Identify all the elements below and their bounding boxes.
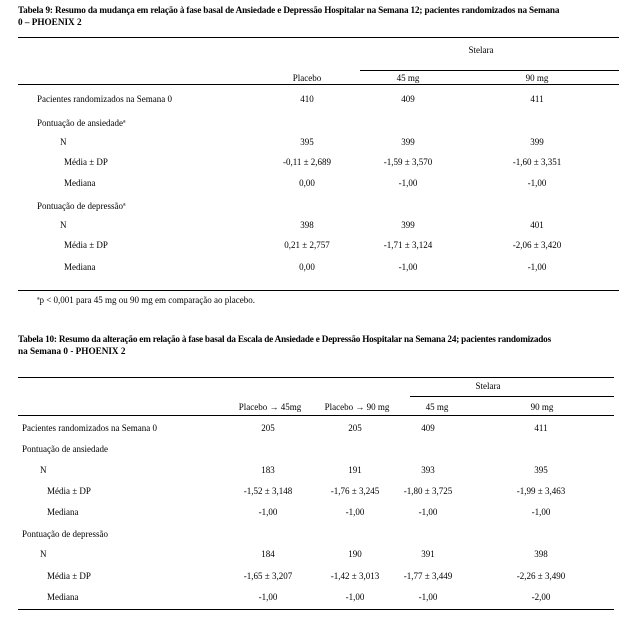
table-cell: 0,00 bbox=[299, 178, 315, 188]
table-cell: -1,00 bbox=[418, 507, 438, 517]
row-label: Mediana bbox=[47, 507, 79, 517]
table-cell: -1,80 ± 3,725 bbox=[403, 486, 453, 496]
table10-group-rule bbox=[410, 396, 614, 397]
table9-col-90mg: 90 mg bbox=[525, 73, 549, 83]
table10-col-placebo-90: Placebo → 90 mg bbox=[324, 402, 390, 412]
table9-top-rule bbox=[18, 37, 619, 38]
table-cell: 411 bbox=[534, 423, 548, 433]
row-label: Pacientes randomizados na Semana 0 bbox=[37, 94, 172, 104]
table-cell: 409 bbox=[401, 94, 415, 104]
table-cell: 391 bbox=[421, 549, 435, 559]
table-cell: -2,00 bbox=[531, 592, 551, 602]
table9-caption-line2: 0 – PHOENIX 2 bbox=[18, 17, 82, 27]
table-cell: -1,00 bbox=[527, 262, 547, 272]
row-label: Pontuação de depressãoª bbox=[37, 201, 126, 211]
table9-caption-line1: Tabela 9: Resumo da mudança em relação à fase basal de Ansiedade e Depressão Hospitalar na Semana 12; pacientes randomizados na Semana bbox=[18, 5, 560, 15]
table-cell: 393 bbox=[421, 465, 435, 475]
table-cell: 398 bbox=[300, 220, 314, 230]
table-cell: 399 bbox=[401, 137, 415, 147]
row-label: Pontuação de depressão bbox=[22, 529, 108, 539]
table-cell: -2,06 ± 3,420 bbox=[512, 240, 562, 250]
table-cell: 395 bbox=[534, 465, 548, 475]
table-cell: -1,00 bbox=[398, 262, 418, 272]
table-cell: -1,42 ± 3,013 bbox=[330, 571, 380, 581]
row-label: N bbox=[60, 220, 67, 230]
row-label: N bbox=[60, 137, 67, 147]
table10-col-45mg: 45 mg bbox=[425, 402, 449, 412]
table-cell: -1,65 ± 3,207 bbox=[243, 571, 293, 581]
row-label: N bbox=[40, 549, 47, 559]
row-label: Mediana bbox=[47, 592, 79, 602]
table9-bottom-rule bbox=[18, 290, 619, 291]
table10-top-rule bbox=[18, 377, 614, 378]
table9-group-rule bbox=[360, 70, 619, 71]
table-cell: 184 bbox=[261, 549, 275, 559]
table-cell: 398 bbox=[534, 549, 548, 559]
table-cell: -1,59 ± 3,570 bbox=[383, 157, 433, 167]
table10-caption-line1: Tabela 10: Resumo da alteração em relação à fase basal da Escala de Ansiedade e Depressão Hospitalar na Semana 24; pacientes randomizados bbox=[18, 334, 551, 344]
table-cell: -2,26 ± 3,490 bbox=[516, 571, 566, 581]
table-cell: 191 bbox=[348, 465, 362, 475]
table10-group-header: Stelara bbox=[475, 381, 501, 391]
row-label: Média ± DP bbox=[47, 571, 91, 581]
row-label: Média ± DP bbox=[64, 240, 108, 250]
table-cell: -1,52 ± 3,148 bbox=[243, 486, 293, 496]
table9-header-rule bbox=[18, 84, 619, 85]
table9-caption bbox=[18, 4, 623, 28]
table-cell: -1,00 bbox=[258, 592, 278, 602]
table10-col-placebo-45: Placebo → 45mg bbox=[238, 402, 302, 412]
table-cell: -1,99 ± 3,463 bbox=[516, 486, 566, 496]
table-cell: 0,21 ± 2,757 bbox=[284, 240, 330, 250]
table9-col-45mg: 45 mg bbox=[396, 73, 420, 83]
table-cell: -1,71 ± 3,124 bbox=[383, 240, 433, 250]
table-cell: 411 bbox=[530, 94, 544, 104]
table-cell: -1,76 ± 3,245 bbox=[330, 486, 380, 496]
table-cell: -1,00 bbox=[418, 592, 438, 602]
table-cell: 183 bbox=[261, 465, 275, 475]
table10-header-rule bbox=[18, 415, 614, 416]
table9-group-header: Stelara bbox=[468, 45, 494, 55]
table-cell: 399 bbox=[401, 220, 415, 230]
table10-col-90mg: 90 mg bbox=[530, 402, 554, 412]
table10-caption-line2: na Semana 0 - PHOENIX 2 bbox=[18, 346, 126, 356]
table-cell: 395 bbox=[300, 137, 314, 147]
table-cell: -0,11 ± 2,689 bbox=[282, 157, 332, 167]
table10-caption bbox=[18, 333, 630, 357]
row-label: Média ± DP bbox=[47, 486, 91, 496]
table-cell: -1,00 bbox=[398, 178, 418, 188]
row-label: Pontuação de ansiedadeª bbox=[37, 118, 126, 128]
table-cell: -1,77 ± 3,449 bbox=[403, 571, 453, 581]
row-label: Média ± DP bbox=[64, 157, 108, 167]
table-cell: 399 bbox=[530, 137, 544, 147]
table10-bottom-rule bbox=[18, 609, 614, 610]
table-cell: 401 bbox=[530, 220, 544, 230]
row-label: Mediana bbox=[64, 262, 96, 272]
table-cell: 0,00 bbox=[299, 262, 315, 272]
table9-col-placebo: Placebo bbox=[292, 73, 322, 83]
table-cell: 409 bbox=[421, 423, 435, 433]
table-cell: -1,00 bbox=[345, 592, 365, 602]
row-label: Mediana bbox=[64, 178, 96, 188]
row-label: Pacientes randomizados na Semana 0 bbox=[22, 423, 157, 433]
table-cell: -1,60 ± 3,351 bbox=[512, 157, 562, 167]
row-label: N bbox=[40, 465, 47, 475]
table-cell: 205 bbox=[261, 423, 275, 433]
table-cell: -1,00 bbox=[527, 178, 547, 188]
table-cell: 205 bbox=[348, 423, 362, 433]
row-label: Pontuação de ansiedade bbox=[22, 444, 108, 454]
table-cell: 410 bbox=[300, 94, 314, 104]
table-cell: -1,00 bbox=[258, 507, 278, 517]
table-cell: -1,00 bbox=[531, 507, 551, 517]
table9-footnote: ªp < 0,001 para 45 mg ou 90 mg em comparação ao placebo. bbox=[37, 295, 255, 305]
table-cell: -1,00 bbox=[345, 507, 365, 517]
table-cell: 190 bbox=[348, 549, 362, 559]
